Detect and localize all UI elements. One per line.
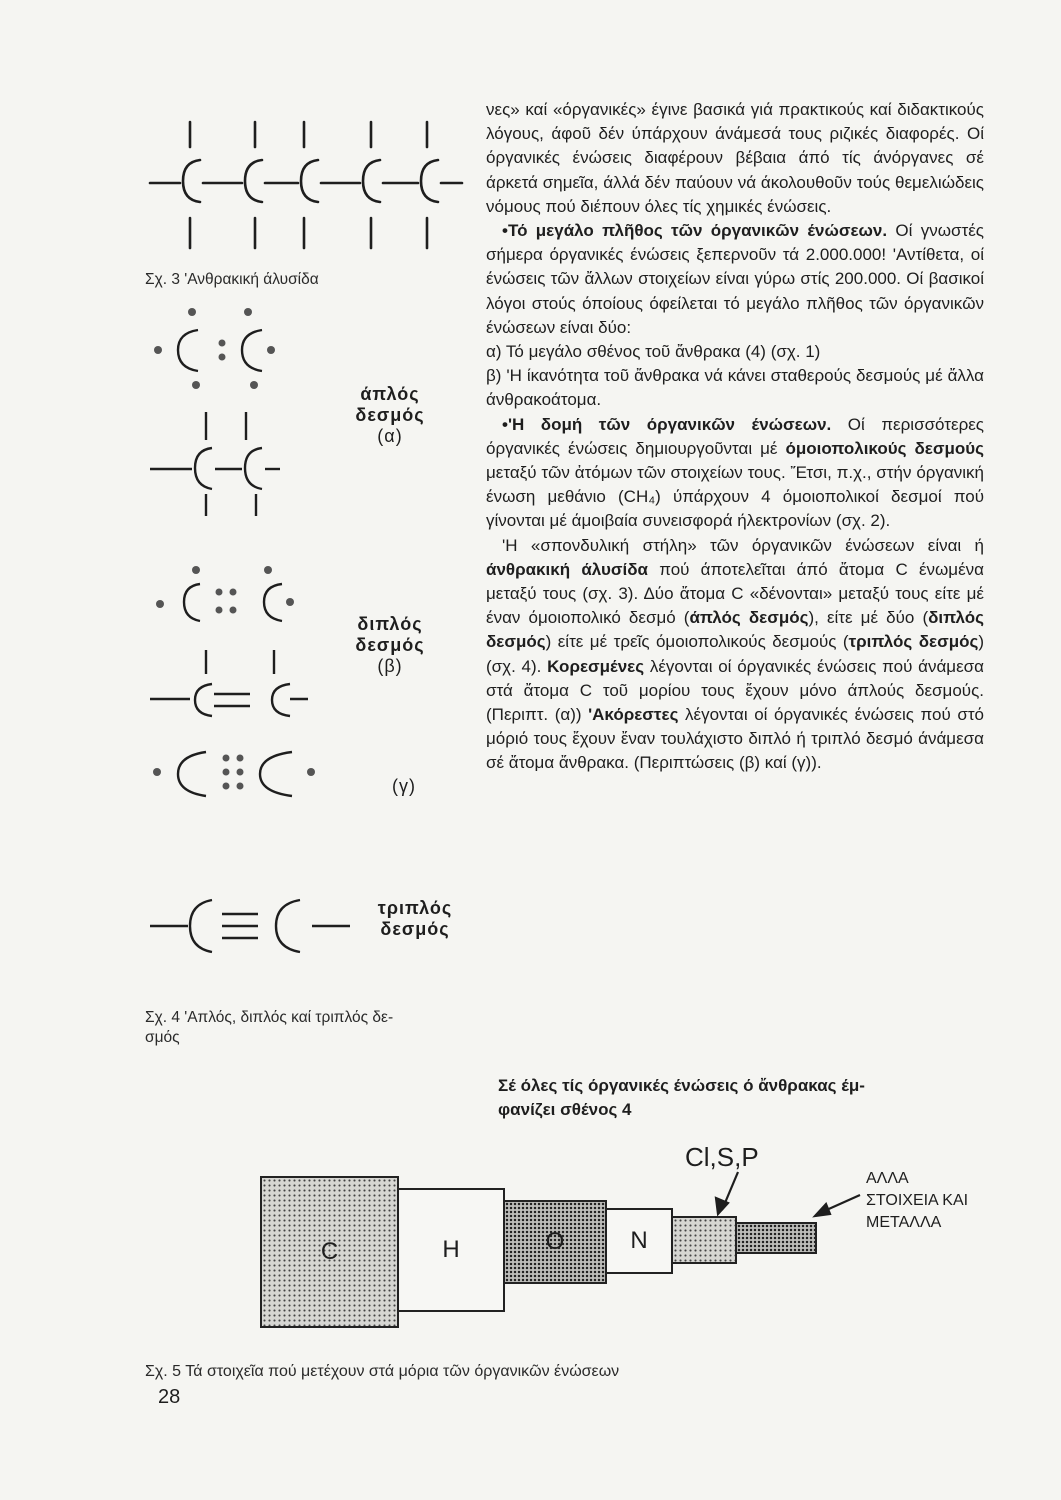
fig5-label-other-line1: ΑΛΛΑ [866, 1170, 909, 1187]
valence-highlight-line1: Σέ όλες τίς όργανικές ένώσεις ό ἄνθρακας έμ- [498, 1076, 865, 1095]
paragraph-3: α) Τό μεγάλο σθένος τοῦ ἄνθρακα (4) (σχ. 1) [486, 342, 821, 362]
single-bond-label-line2: δεσμός [355, 405, 425, 425]
fig5-label-other-elements [866, 1168, 968, 1234]
element-box-hydrogen: H [397, 1188, 505, 1312]
fig5-label-cl-s-p: Cl,S,P [685, 1142, 759, 1172]
triple-bond-tag: (γ) [392, 776, 416, 796]
single-bond-label-line1: άπλός [360, 384, 420, 404]
fig5-label-other-line3: ΜΕΤΑΛΛΑ [866, 1214, 942, 1231]
fig4-caption-line2: σμός [145, 1029, 180, 1046]
fig5-caption: Σχ. 5 Τά στοιχεῖα πού μετέχουν στά μόρια τῶν όργανικῶν ένώσεων [145, 1363, 620, 1380]
paragraph-1: νες» καί «όργανικές» έγινε βασικά γιά πρακτικούς καί διδακτικούς λόγους, άφοῦ δέν ύπάρχουν άνάμεσά τους ριζικές διαφορές. Οί όργανικές ένώσεις διαφέρουν βέβαια άπό τίς άνόργανες σέ άρκετά σημεῖα, άλλά δέν παύουν νά άκολουθοῦν τούς θεμελιώδεις νόμους πού διέπουν όλες τίς χημικές ένώσεις. [486, 100, 984, 216]
paragraph-6: 'Η «σπονδυλική στήλη» τῶν όργανικῶν ένώσεων είναι ή άνθρακική άλυσίδα πού άποτελεῖται άπό ἄτομα C ένωμένα μεταξύ τους (σχ. 3). Δύο ἄτομα C «δένονται» μεταξύ τους είτε μέ έναν όμοιοπολικό δεσμό (άπλός δεσμός), είτε μέ δύο (διπλός δεσμός) είτε μέ τρεῖς όμοιοπολικούς δεσμούς (τριπλός δεσμός) (σχ. 4). Κορεσμένες λέγονται οί όργανικές ένώσεις πού άνάμεσα στά ἄτομα C τοῦ μορίου τους ἔχουν μόνο άπλούς δεσμούς. (Περιπτ. (α)) 'Ακόρεστες λέγονται οί όργανικές ένώσεις πού στό μόριό τους ἔχουν ἔναν τουλάχιστο διπλό ή τριπλό δεσμό άνάμεσα σέ ἄτομα ἄνθρακα. (Περιπτώσεις (β) καί (γ)). [486, 535, 985, 773]
page-number: 28 [158, 1386, 181, 1408]
double-bond-tag: (β) [377, 656, 403, 676]
paragraph-5-heading: •'Η δομή τῶν όργανικῶν ένώσεων. [502, 414, 832, 434]
fig3-caption: Σχ. 3 'Ανθρακική άλυσίδα [145, 271, 319, 288]
fig4-caption-line1: Σχ. 4 'Απλός, διπλός καί τριπλός δε- [145, 1009, 394, 1026]
double-bond-label-line1: διπλός [357, 614, 423, 634]
triple-bond-label-line2: δεσμός [380, 919, 450, 939]
element-box-nitrogen: N [605, 1208, 673, 1274]
paragraph-2: •Τό μεγάλο πλῆθος τῶν όργανικῶν ένώσεων. Οί γνωστές σήμερα όργανικές ένώσεις ξεπερνοῦν τά 2.000.000! 'Αντίθετα, οί ένώσεις τῶν ἄλλων στοιχείων είναι γύρω στίς 200.000. Οί βασικοί λόγοι στούς όποίους όφείλεται τό μεγάλο πλῆθος τῶν όργανικῶν ένώσεων είναι δύο: [486, 221, 984, 337]
element-box-oxygen: O [503, 1200, 607, 1284]
paragraph-2-heading: •Τό μεγάλο πλῆθος τῶν όργανικῶν ένώσεων. [502, 221, 888, 241]
paragraph-4: β) 'Η ίκανότητα τοῦ ἄνθρακα νά κάνει σταθερούς δεσμούς μέ ἄλλα άνθρακοάτομα. [486, 366, 984, 410]
fig5-label-other-line2: ΣΤΟΙΧΕΙΑ ΚΑΙ [866, 1192, 969, 1209]
single-bond-tag: (α) [377, 426, 403, 446]
triple-bond-label-line1: τριπλός [377, 898, 453, 918]
valence-highlight-line2: φανίζει σθένος 4 [498, 1100, 632, 1119]
paragraph-5: •'Η δομή τῶν όργανικῶν ένώσεων. Οί περισσότερες όργανικές ένώσεις δημιουργοῦνται μέ όμοιοπολικούς δεσμούς μεταξύ τῶν ἀτόμων τῶν στοιχείων τους. Ἔτσι, π.χ., στήν όργανική ένωση μεθάνιο (CH₄) ύπάρχουν 4 όμοιοπολικοί δεσμοί πού γίνονται μέ άμοιβαία συνεισφορά ήλεκτρονίων (σχ. 2). [486, 414, 985, 531]
double-bond-label-line2: δεσμός [355, 635, 425, 655]
element-box-carbon: C [260, 1176, 399, 1328]
